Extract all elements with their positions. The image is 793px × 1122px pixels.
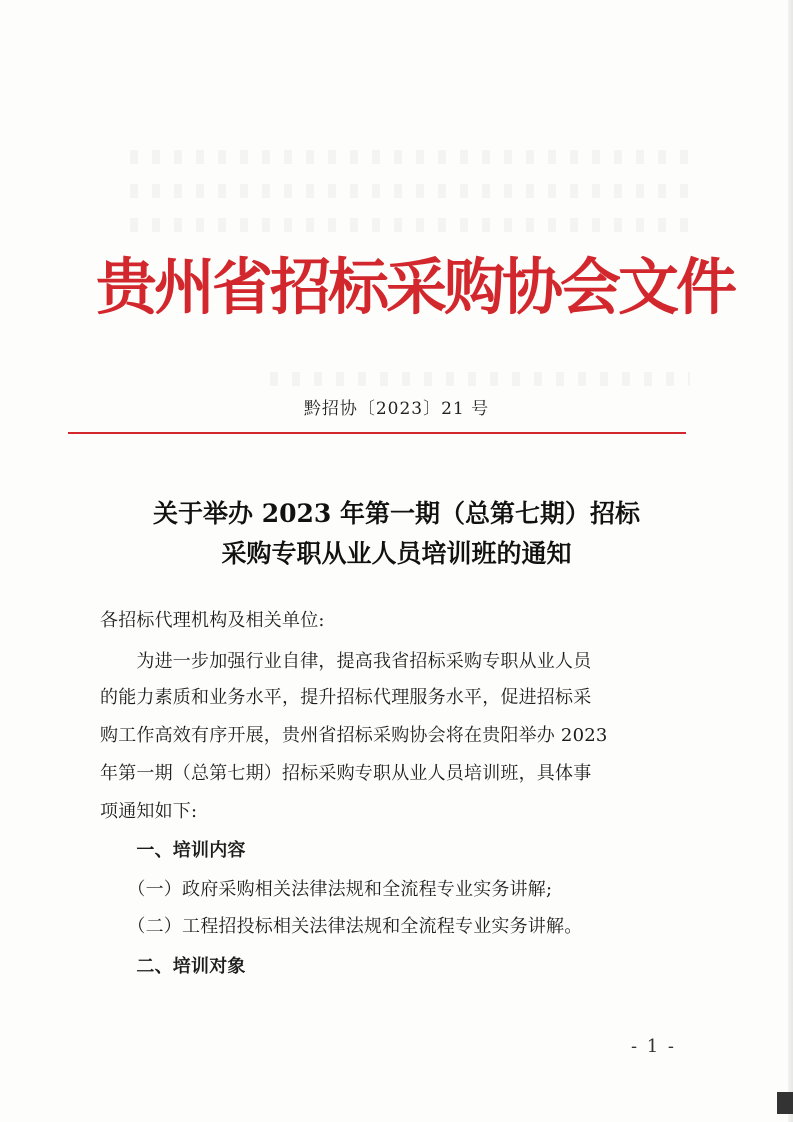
- notice-title-line-2: 采购专职从业人员培训班的通知: [221, 539, 572, 568]
- list-item: （二）工程招投标相关法律法规和全流程专业实务讲解。: [100, 916, 583, 937]
- section-heading-training-audience: 二、培训对象: [100, 956, 246, 977]
- scan-edge: [788, 0, 793, 1122]
- list-item: （一）政府采购相关法律法规和全流程专业实务讲解;: [100, 879, 553, 900]
- paragraph-line: 为进一步加强行业自律，提高我省招标采购专职从业人员: [100, 651, 592, 672]
- document-number: 黔招协〔2023〕21 号: [303, 399, 490, 419]
- paragraph-line: 购工作高效有序开展，贵州省招标采购协会将在贵阳举办 2023: [100, 725, 608, 746]
- notice-title-line-1: 关于举办 2023 年第一期（总第七期）招标: [153, 499, 640, 528]
- section-heading-training-content: 一、培训内容: [100, 840, 246, 861]
- scan-bleed-through: [130, 184, 690, 198]
- scan-bleed-through: [130, 218, 690, 232]
- org-header-title: 贵州省招标采购协会文件: [96, 252, 735, 323]
- scan-bleed-through: [130, 150, 690, 164]
- paragraph-line: 的能力素质和业务水平，提升招标代理服务水平，促进招标采: [100, 687, 592, 708]
- scan-mark: [777, 1092, 793, 1114]
- scan-bleed-through: [270, 372, 690, 386]
- red-divider-line: [68, 432, 686, 434]
- paragraph-line: 年第一期（总第七期）招标采购专职从业人员培训班，具体事: [100, 763, 592, 784]
- page-number: - 1 -: [630, 1036, 676, 1057]
- paragraph-line: 项通知如下:: [100, 801, 198, 822]
- salutation: 各招标代理机构及相关单位:: [100, 610, 325, 631]
